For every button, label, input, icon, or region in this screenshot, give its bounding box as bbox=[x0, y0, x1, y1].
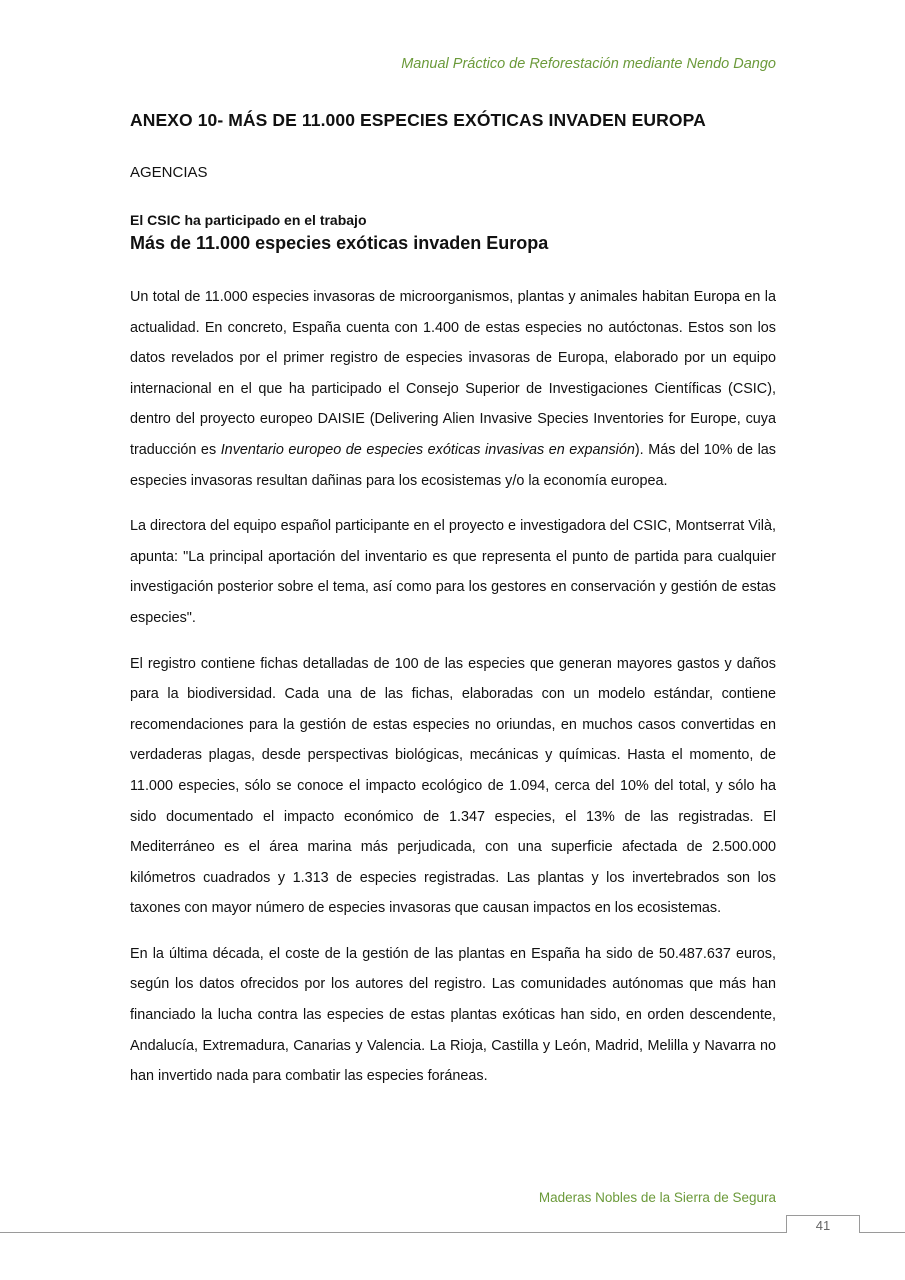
paragraph-4: En la última década, el coste de la gestión de las plantas en España ha sido de 50.487.637 euros, según los datos ofrecidos por los autores del registro. Las comunidades autónomas que más han financiado la lucha contra las especies de estas plantas exóticas han sido, en orden descendente, Andalucía, Extremadura, Canarias y Valencia. La Rioja, Castilla y León, Madrid, Melilla y Navarra no han invertido nada para combatir las especies foráneas. bbox=[130, 945, 776, 1085]
article-kicker: El CSIC ha participado en el trabajo bbox=[130, 212, 367, 228]
paragraph-3: El registro contiene fichas detalladas de 100 de las especies que generan mayores gastos y daños para la biodiversidad. Cada una de las fichas, elaboradas con un modelo estándar, contiene recomendaciones para la gestión de estas especies no oriundas, en muchos casos convertidas en verdaderas plagas, desde perspectivas biológicas, mecánicas y químicas. Hasta el momento, de 11.000 especies, sólo se conoce el impacto ecológico de 1.094, cerca del 10% del total, y sólo ha sido documentado el impacto económico de 1.347 especies, el 13% de las registradas. El Mediterráneo es el área marina más perjudicada, con una superficie afectada de 2.500.000 kilómetros cuadrados y 1.313 de especies registradas. Las plantas y los invertebrados son los taxones con mayor número de especies invasoras que causan impactos en los ecosistemas. bbox=[130, 655, 776, 917]
annex-title: ANEXO 10- MÁS DE 11.000 ESPECIES EXÓTICAS INVADEN EUROPA bbox=[130, 110, 706, 130]
footer-rule bbox=[0, 1232, 905, 1233]
agency-byline: AGENCIAS bbox=[130, 164, 208, 181]
page-number: 41 bbox=[786, 1215, 860, 1233]
running-header: Manual Práctico de Reforestación mediante Nendo Dango bbox=[401, 56, 776, 72]
paragraph-1-italic-title: Inventario europeo de especies exóticas invasivas en expansión bbox=[220, 441, 635, 458]
paragraph-1 bbox=[130, 282, 776, 496]
paragraph-2: La directora del equipo español participante en el proyecto e investigadora del CSIC, Montserrat Vilà, apunta: "La principal aportación del inventario es que representa el punto de partida para cualquier investigación posterior sobre el tema, así como para los gestores en conservación y gestión de estas especies". bbox=[130, 518, 776, 626]
running-footer: Maderas Nobles de la Sierra de Segura bbox=[538, 1190, 776, 1205]
paragraph-1-text-b: ). Más del 10% de las especies invasoras resultan dañinas para los ecosistemas y/o la economía europea. bbox=[130, 441, 776, 489]
article-headline: Más de 11.000 especies exóticas invaden Europa bbox=[130, 233, 549, 253]
paragraph-1-text-a: Un total de 11.000 especies invasoras de microorganismos, plantas y animales habitan Europa en la actualidad. En concreto, España cuenta con 1.400 de estas especies no autóctonas. Estos son los datos revelados por el primer registro de especies invasoras de Europa, elaborado por un equipo internacional en el que ha participado el Consejo Superior de Investigaciones Científicas (CSIC), dentro del proyecto europeo DAISIE (Delivering Alien Invasive Species Inventories for Europe, cuya traducción es bbox=[130, 289, 776, 458]
article-body bbox=[130, 282, 776, 1107]
